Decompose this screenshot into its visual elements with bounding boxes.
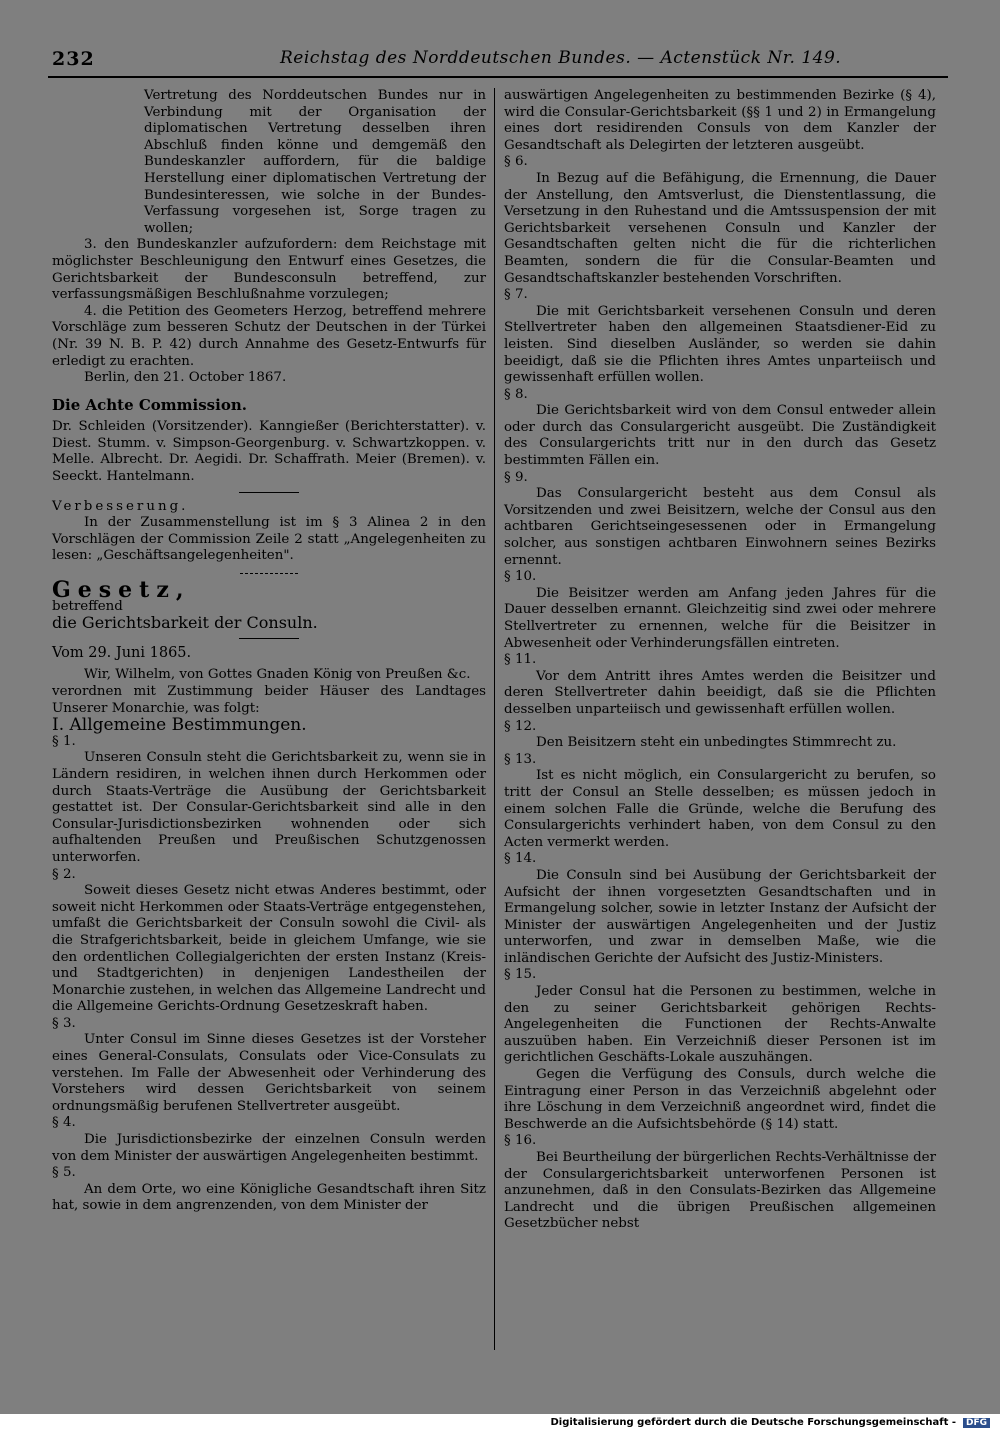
section-text: Die Jurisdictionsbezirke der einzelnen Consuln werden von dem Minister der auswärtigen Angelegenheiten bestimmt. [52, 1132, 486, 1164]
section-heading: § 14. [504, 851, 537, 867]
section-heading: § 12. [504, 718, 537, 734]
section-heading: § 16. [504, 1133, 537, 1149]
section-heading: § 9. [504, 469, 528, 485]
section-heading: § 11. [504, 652, 537, 668]
section-heading: § 15. [504, 967, 537, 983]
section-heading: § 5. [52, 1165, 76, 1181]
section-heading: § 13. [504, 751, 537, 767]
separator [239, 638, 299, 639]
section-text: Unseren Consuln steht die Gerichtsbarkeit zu, wenn sie in Ländern residiren, in welchen ihnen durch Herkommen oder durch Staats-Verträge die Ausübung der Gerichtsbarkeit gestattet ist. Der Consular-Gerichtsbarkeit sind alle in den Consular-Jurisdictionsbezirken wohnenden oder sich aufhaltenden Preußen und Preußischen Schutzgenossen unterworfen. [52, 750, 486, 865]
law-title: Gesetz, [52, 577, 191, 604]
section-heading: § 8. [504, 386, 528, 402]
section-heading: § 10. [504, 569, 537, 585]
section-text: Soweit dieses Gesetz nicht etwas Anderes bestimmt, oder soweit nicht Herkommen oder Staats-Verträge entgegenstehen, umfaßt die Gerichtsbarkeit der Consuln sowohl die Civil- als die Strafgerichtsbarkeit, beide in gleichem Umfange, wie sie den ordentlichen Collegialgerichten der ersten Instanz (Kreis- und Stadtgerichten) in denjenigen Landestheilen der Monarchie zustehen, in welchen das Allgemeine Landrecht und die Allgemeine Gerichts-Ordnung Gesetzeskraft haben. [52, 883, 486, 1015]
correction-title: Verbesserung. [52, 498, 189, 514]
section-heading: § 6. [504, 154, 528, 170]
law-betreffend: betreffend [52, 598, 123, 614]
page-number: 232 [52, 48, 95, 70]
section-heading: § 1. [52, 733, 76, 749]
section-text: Das Consulargericht besteht aus dem Consul als Vorsitzenden und zwei Beisitzern, welche der Consul aus den achtbaren Gerichtseingesessenen oder in Ermangelung solcher, aus sonstigen achtbaren Einwohnern seines Bezirks ernennt. [504, 486, 936, 568]
part-title: I. Allgemeine Bestimmungen. [52, 715, 307, 736]
header-rule [48, 76, 948, 78]
continued-paragraph: Vertretung des Norddeutschen Bundes nur in Verbindung mit der Organisation der diplomatischen Vertretung desselben ihren Abschluß finden könne und demgemäß den Bundeskanzler auffordern, für die baldige Herstellung einer diplomatischen Vertretung der Bundesinteressen, wie solche in der Bundes-Verfassung vorgesehen ist, Sorge tragen zu wollen; [144, 88, 486, 236]
commission-members: Dr. Schleiden (Vorsitzender). Kanngießer (Berichterstatter). v. Diest. Stumm. v. Simpson-Georgenburg. v. Schwartzkoppen. v. Melle. Albrecht. Dr. Aegidi. Dr. Schaffrath. Meier (Bremen). v. Seeckt. Hantelmann. [52, 419, 486, 485]
section-text: Die Beisitzer werden am Anfang jeden Jahres für die Dauer desselben ernannt. Gleichzeitig sind zwei oder mehrere Stellvertreter zu ernennen, welche für die Beisitzer in Abwesenheit oder Verhinderungsfällen eintreten. [504, 585, 936, 651]
section-text: Ist es nicht möglich, ein Consulargericht zu berufen, so tritt der Consul an Stelle desselben; es müssen jedoch in einem solchen Falle die Gründe, welche die Berufung des Consulargerichts verhindert haben, von dem Consul zu den Acten vermerkt werden. [504, 768, 936, 850]
section-text: Bei Beurtheilung der bürgerlichen Rechts-Verhältnisse der der Consulargerichtsbarkeit unterworfenen Personen ist anzunehmen, daß in den Consulats-Bezirken das Allgemeine Landrecht und die übrigen Preußischen allgemeinen Gesetzbücher nebst [504, 1150, 936, 1232]
section-text: Den Beisitzern steht ein unbedingtes Stimmrecht zu. [536, 735, 897, 751]
page-header [48, 48, 948, 72]
section-text: Die mit Gerichtsbarkeit versehenen Consuln und deren Stellvertreter haben den allgemeinen Staatsdiener-Eid zu leisten. Sind dieselben Ausländer, so werden sie dahin beeidigt, daß sie die Pflichten ihres Amtes unparteiisch und gewissenhaft erfüllen wollen. [504, 303, 936, 386]
section-text: Die Gerichtsbarkeit wird von dem Consul entweder allein oder durch das Consulargericht ausgeübt. Die Zuständigkeit des Consulargerichts tritt nur in den durch das Gesetz bestimmten Fällen ein. [504, 403, 936, 469]
right-column [504, 88, 936, 1233]
column-divider [494, 88, 495, 1350]
section-text: In Bezug auf die Befähigung, die Ernennung, die Dauer der Anstellung, den Amtsverlust, die Dienstentlassung, die Versetzung in den Ruhestand und die Amtssuspension der mit Gerichtsbarkeit versehenen Consuln und Kanzler der Gesandtschaften gelten nicht die für die richterlichen Beamten, sondern die für die Consular-Beamten und Gesandtschaftskanzler bestehenden Vorschriften. [504, 170, 936, 286]
section-text: Jeder Consul hat die Personen zu bestimmen, welche in den zu seiner Gerichtsbarkeit gehörigen Rechts-Angelegenheiten die Functionen der Rechts-Anwalte auszuüben haben. Ein Verzeichniß dieser Personen ist im gerichtlichen Geschäfts-Lokale auszuhängen. [504, 984, 936, 1066]
section-heading: § 2. [52, 866, 76, 882]
continued-paragraph: auswärtigen Angelegenheiten zu bestimmenden Bezirke (§ 4), wird die Consular-Gerichtsbarkeit (§§ 1 und 2) in Ermangelung eines dort residirenden Consuls von dem Kanzler der Gesandtschaft als Delegirten der letzteren ausgeübt. [504, 88, 936, 153]
section-text: An dem Orte, wo eine Königliche Gesandtschaft ihren Sitz hat, sowie in dem angrenzenden, von dem Minister der [52, 1181, 486, 1214]
separator [240, 573, 298, 574]
section-text: Die Consuln sind bei Ausübung der Gerichtsbarkeit der Aufsicht der ihnen vorgesetzten Gesandtschaften und in Ermangelung solcher, sowie in letzter Instanz der Aufsicht der Minister der auswärtigen Angelegenheiten und der Justiz unterworfen, und zwar in demselben Maße, wie die inländischen Gerichte der Aufsicht des Justiz-Ministers. [504, 867, 936, 966]
commission-title: Die Achte Commission. [52, 395, 247, 414]
list-item-3: 3. den Bundeskanzler aufzufordern: dem Reichstage mit möglichster Beschleunigung den Entwurf eines Gesetzes, die Gerichtsbarkeit der Bundesconsuln betreffend, zur verfassungsmäßigen Beschlußnahme vorzulegen; [52, 237, 486, 303]
running-title: Reichstag des Norddeutschen Bundes. — Actenstück Nr. 149. [280, 48, 842, 68]
funding-note: Digitalisierung gefördert durch die Deutsche Forschungsgemeinschaft - [550, 1417, 956, 1428]
correction-text: In der Zusammenstellung ist im § 3 Alinea 2 in den Vorschlägen der Commission Zeile 2 statt „Angelegenheiten zu lesen: „Geschäftsangelegenheiten". [52, 515, 486, 564]
preamble: Wir, Wilhelm, von Gottes Gnaden König von Preußen &c. [84, 667, 471, 683]
footer-bar [0, 1416, 1000, 1432]
section-heading: § 7. [504, 287, 528, 303]
list-item-4: 4. die Petition des Geometers Herzog, betreffend mehrere Vorschläge zum besseren Schutz der Deutschen in der Türkei (Nr. 39 N. B. P. 42) durch Annahme des Gesetz-Entwurfs für erledigt zu erachten. [52, 303, 486, 369]
law-subject: die Gerichtsbarkeit der Consuln. [52, 613, 318, 633]
section-heading: § 4. [52, 1115, 76, 1131]
signature-date: Berlin, den 21. October 1867. [84, 370, 287, 386]
left-column [52, 88, 486, 1215]
section-heading: § 3. [52, 1015, 76, 1031]
dfg-logo: DFG [963, 1418, 990, 1428]
preamble-continuation: verordnen mit Zustimmung beider Häuser des Landtages Unserer Monarchie, was folgt: [52, 684, 486, 716]
separator [239, 492, 299, 493]
section-text: Gegen die Verfügung des Consuls, durch welche die Eintragung einer Person in das Verzeichniß abgelehnt oder ihre Löschung in dem Verzeichniß angeordnet wird, findet die Beschwerde an die Aufsichtsbehörde (§ 14) statt. [504, 1067, 936, 1132]
section-text: Vor dem Antritt ihres Amtes werden die Beisitzer und deren Stellvertreter dahin beeidigt, daß sie die Pflichten desselben unparteiisch und gewissenhaft erfüllen wollen. [504, 668, 936, 717]
law-date: Vom 29. Juni 1865. [52, 644, 192, 661]
section-text: Unter Consul im Sinne dieses Gesetzes ist der Vorsteher eines General-Consulats, Consulats oder Vice-Consulats zu verstehen. Im Falle der Abwesenheit oder Verhinderung des Vorstehers wird dessen Gerichtsbarkeit von seinem ordnungsmäßig berufenen Stellvertreter ausgeübt. [52, 1032, 486, 1114]
